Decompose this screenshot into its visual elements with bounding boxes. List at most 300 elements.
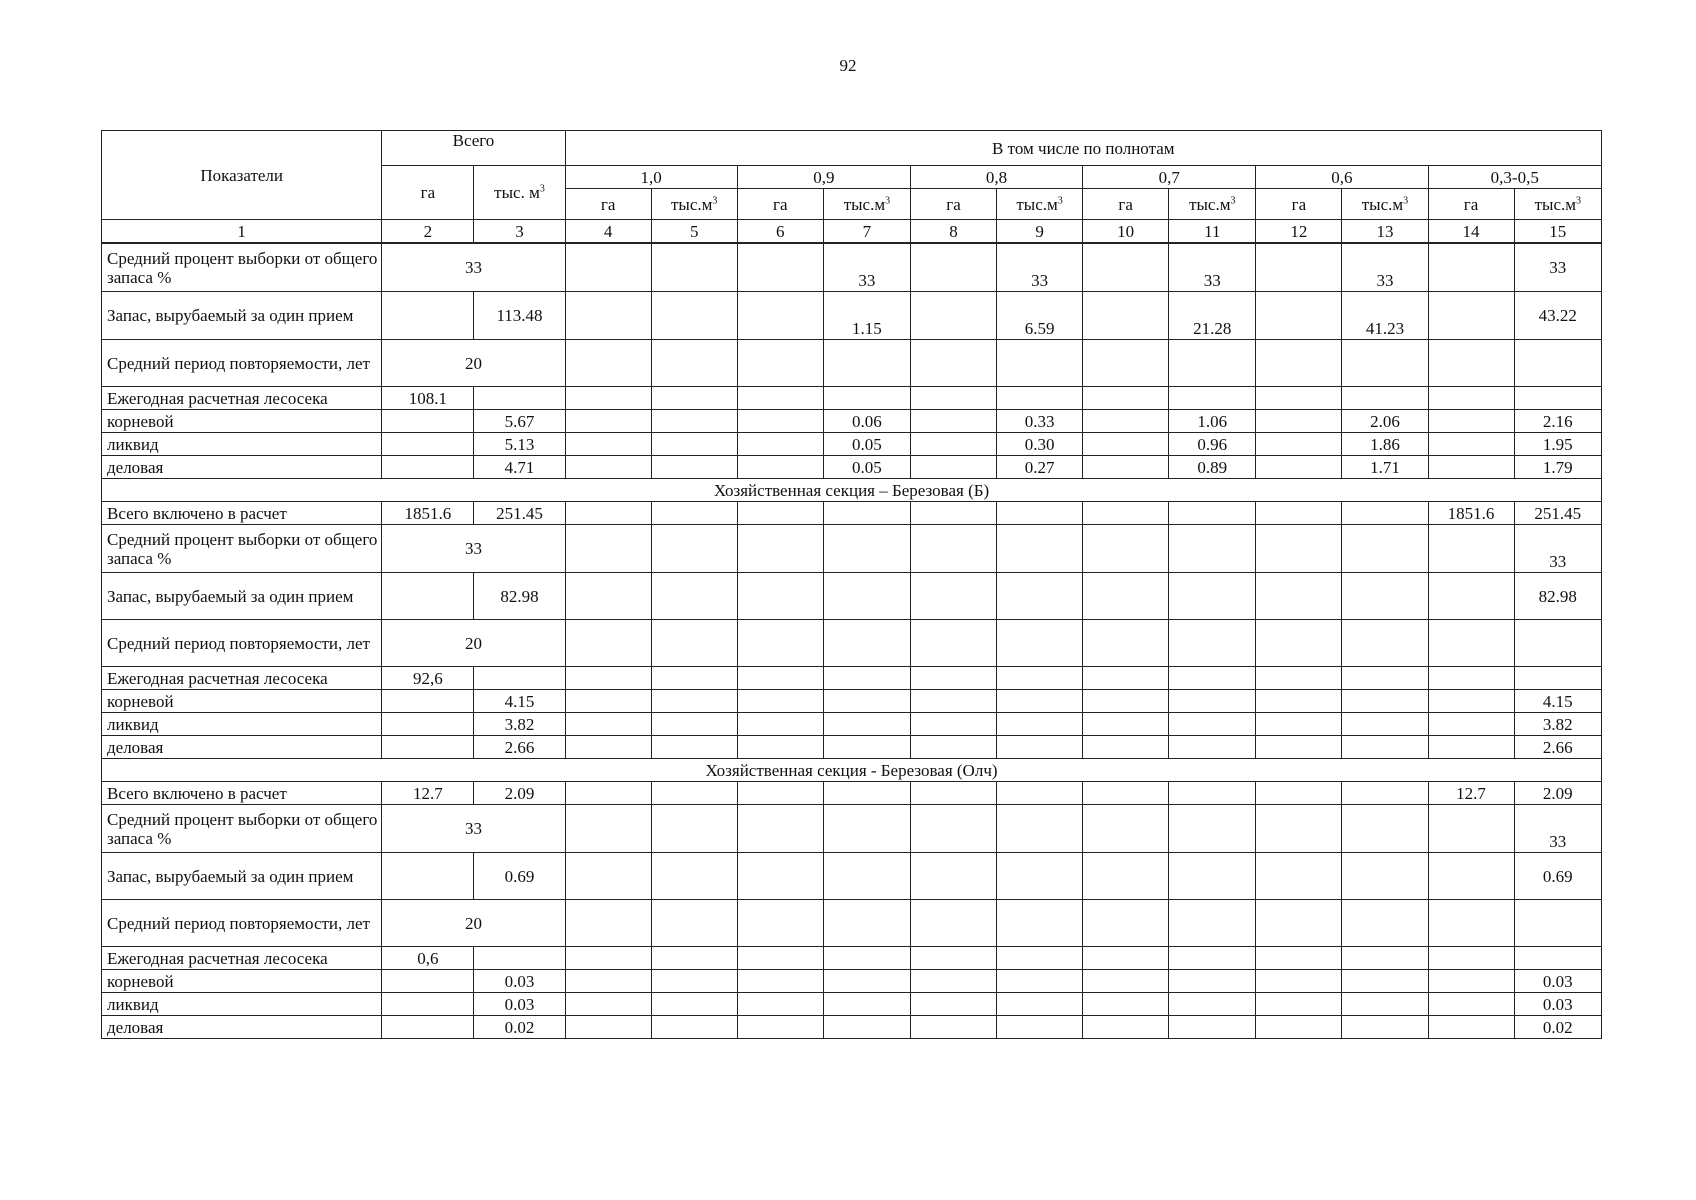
density-value-cell [910, 340, 996, 387]
row-label: Средний процент выборки от общего запаса % [102, 243, 382, 292]
row-label: корневой [102, 970, 382, 993]
density-value-cell [823, 947, 910, 970]
density-value-cell [823, 387, 910, 410]
density-value-cell [651, 736, 737, 759]
row-label: Запас, вырубаемый за один прием [102, 292, 382, 340]
density-value-cell [1256, 340, 1342, 387]
density-value-cell: 2.09 [1514, 782, 1601, 805]
density-value-cell [565, 456, 651, 479]
unit-m3-sup: 3 [712, 194, 718, 206]
total-m3-cell [474, 947, 565, 970]
density-value-cell [1256, 690, 1342, 713]
density-value-cell [910, 900, 996, 947]
density-value-cell: 82.98 [1514, 573, 1601, 620]
density-header: 1,0 [565, 166, 737, 189]
density-value-cell [1169, 805, 1256, 853]
total-m3-cell: 82.98 [474, 573, 565, 620]
density-value-cell [910, 1016, 996, 1039]
total-ha-cell: 12.7 [382, 782, 474, 805]
total-ha-cell [382, 456, 474, 479]
density-value-cell [823, 1016, 910, 1039]
density-value-cell [1342, 502, 1428, 525]
header-indicators: Показатели [102, 131, 382, 220]
total-merged-cell: 33 [382, 243, 565, 292]
density-value-cell [1169, 970, 1256, 993]
density-value-cell: 1.71 [1342, 456, 1428, 479]
density-value-cell: 0.02 [1514, 1016, 1601, 1039]
section-title: Хозяйственная секция - Березовая (Олч) [102, 759, 1602, 782]
density-value-cell [1256, 292, 1342, 340]
density-value-cell [1256, 993, 1342, 1016]
density-value-cell [565, 900, 651, 947]
unit-m3-header [997, 189, 1083, 220]
section-row [102, 479, 1602, 502]
density-value-cell [565, 525, 651, 573]
density-value-cell [1256, 573, 1342, 620]
total-m3-cell: 3.82 [474, 713, 565, 736]
density-value-cell [1342, 573, 1428, 620]
density-value-cell [1083, 782, 1169, 805]
density-value-cell: 21.28 [1169, 292, 1256, 340]
table-row [102, 805, 1602, 853]
density-value-cell [1428, 736, 1514, 759]
density-value-cell [1342, 713, 1428, 736]
row-label: Ежегодная расчетная лесосека [102, 947, 382, 970]
density-value-cell [1083, 1016, 1169, 1039]
total-m3-cell: 113.48 [474, 292, 565, 340]
density-value-cell [565, 502, 651, 525]
row-label: Средний период повторяемости, лет [102, 900, 382, 947]
density-value-cell [651, 993, 737, 1016]
density-value-cell: 0.27 [997, 456, 1083, 479]
density-value-cell [1514, 947, 1601, 970]
density-value-cell [1083, 713, 1169, 736]
density-value-cell: 1.86 [1342, 433, 1428, 456]
row-label: Средний процент выборки от общего запаса % [102, 525, 382, 573]
density-value-cell [823, 736, 910, 759]
density-value-cell [737, 433, 823, 456]
density-value-cell [565, 243, 651, 292]
section-title: Хозяйственная секция – Березовая (Б) [102, 479, 1602, 502]
density-value-cell: 1851.6 [1428, 502, 1514, 525]
density-value-cell [651, 456, 737, 479]
density-value-cell [1083, 736, 1169, 759]
density-value-cell: 0.30 [997, 433, 1083, 456]
table-row [102, 1016, 1602, 1039]
density-value-cell [910, 502, 996, 525]
column-number: 7 [823, 220, 910, 244]
density-value-cell [910, 243, 996, 292]
density-value-cell: 33 [997, 243, 1083, 292]
column-number: 10 [1083, 220, 1169, 244]
density-value-cell [997, 900, 1083, 947]
density-value-cell [1083, 243, 1169, 292]
density-value-cell [1256, 805, 1342, 853]
density-value-cell [565, 690, 651, 713]
density-value-cell [910, 713, 996, 736]
density-value-cell [997, 736, 1083, 759]
column-number: 11 [1169, 220, 1256, 244]
row-label: ликвид [102, 433, 382, 456]
density-value-cell [910, 620, 996, 667]
density-header: 0,3-0,5 [1428, 166, 1602, 189]
density-value-cell [1169, 947, 1256, 970]
density-value-cell [737, 667, 823, 690]
header-total-m3 [474, 166, 565, 220]
density-value-cell [1256, 525, 1342, 573]
density-value-cell: 1.79 [1514, 456, 1601, 479]
density-value-cell [1169, 387, 1256, 410]
unit-m3-sup: 3 [1576, 194, 1581, 206]
table-row [102, 970, 1602, 993]
total-m3-cell: 251.45 [474, 502, 565, 525]
density-value-cell [565, 433, 651, 456]
density-value-cell [737, 573, 823, 620]
row-label: Всего включено в расчет [102, 782, 382, 805]
page-number: 92 [839, 56, 857, 75]
header-total-ha: га [382, 166, 474, 220]
density-value-cell [997, 970, 1083, 993]
density-value-cell [1514, 900, 1601, 947]
density-value-cell [1428, 243, 1514, 292]
density-value-cell [823, 993, 910, 1016]
density-value-cell [1342, 947, 1428, 970]
density-value-cell [1169, 993, 1256, 1016]
density-value-cell [737, 690, 823, 713]
density-value-cell [1256, 900, 1342, 947]
row-label: Средний процент выборки от общего запаса % [102, 805, 382, 853]
density-value-cell [565, 573, 651, 620]
density-value-cell: 0.03 [1514, 993, 1601, 1016]
column-number: 5 [651, 220, 737, 244]
density-value-cell [910, 853, 996, 900]
density-value-cell [823, 667, 910, 690]
density-value-cell [565, 620, 651, 667]
total-ha-cell: 92,6 [382, 667, 474, 690]
column-number-row [102, 220, 1602, 244]
density-value-cell [1083, 410, 1169, 433]
density-header: 0,9 [737, 166, 910, 189]
row-label: ликвид [102, 713, 382, 736]
density-value-cell [1169, 736, 1256, 759]
density-value-cell: 33 [1514, 805, 1601, 853]
density-value-cell: 12.7 [1428, 782, 1514, 805]
density-value-cell [1083, 340, 1169, 387]
density-value-cell [1083, 456, 1169, 479]
table-row [102, 433, 1602, 456]
total-m3-cell: 5.67 [474, 410, 565, 433]
density-value-cell [737, 970, 823, 993]
density-value-cell [997, 713, 1083, 736]
density-value-cell [651, 782, 737, 805]
density-value-cell [1342, 970, 1428, 993]
density-value-cell [823, 690, 910, 713]
header-total-m3-sup: 3 [539, 182, 545, 194]
density-value-cell [565, 947, 651, 970]
density-value-cell: 6.59 [997, 292, 1083, 340]
unit-m3-sup: 3 [1403, 194, 1409, 206]
density-value-cell: 0.89 [1169, 456, 1256, 479]
density-value-cell [651, 620, 737, 667]
total-ha-cell [382, 970, 474, 993]
density-value-cell: 33 [823, 243, 910, 292]
density-value-cell [737, 243, 823, 292]
table-row [102, 736, 1602, 759]
section-row [102, 759, 1602, 782]
density-value-cell [1083, 970, 1169, 993]
density-value-cell [1169, 853, 1256, 900]
density-value-cell [737, 947, 823, 970]
density-value-cell [910, 667, 996, 690]
density-value-cell [565, 970, 651, 993]
density-value-cell [651, 433, 737, 456]
density-value-cell: 1.06 [1169, 410, 1256, 433]
density-value-cell [997, 947, 1083, 970]
density-value-cell [910, 970, 996, 993]
table-row [102, 410, 1602, 433]
column-number: 9 [997, 220, 1083, 244]
density-value-cell [1169, 525, 1256, 573]
density-value-cell [737, 805, 823, 853]
density-value-cell [737, 456, 823, 479]
unit-m3-header [651, 189, 737, 220]
total-merged-cell: 33 [382, 805, 565, 853]
density-value-cell [565, 805, 651, 853]
density-value-cell [823, 525, 910, 573]
density-value-cell: 2.66 [1514, 736, 1601, 759]
total-ha-cell [382, 292, 474, 340]
density-value-cell [565, 410, 651, 433]
density-value-cell [1256, 947, 1342, 970]
total-ha-cell [382, 573, 474, 620]
density-value-cell: 33 [1342, 243, 1428, 292]
density-value-cell [910, 805, 996, 853]
density-value-cell [1169, 667, 1256, 690]
total-m3-cell: 0.69 [474, 853, 565, 900]
table-row [102, 713, 1602, 736]
unit-m3-sup: 3 [1057, 194, 1063, 206]
density-value-cell [1428, 433, 1514, 456]
unit-m3-header [1169, 189, 1256, 220]
density-value-cell [997, 573, 1083, 620]
density-value-cell [651, 805, 737, 853]
density-value-cell [997, 1016, 1083, 1039]
density-value-cell [1428, 456, 1514, 479]
total-merged-cell: 20 [382, 900, 565, 947]
density-value-cell [565, 1016, 651, 1039]
unit-m3-text: тыс.м [1534, 194, 1576, 214]
density-value-cell [1342, 853, 1428, 900]
density-value-cell [1342, 805, 1428, 853]
row-label: Ежегодная расчетная лесосека [102, 387, 382, 410]
density-value-cell [1342, 690, 1428, 713]
column-number: 15 [1514, 220, 1601, 244]
density-value-cell [651, 947, 737, 970]
density-value-cell [1083, 292, 1169, 340]
density-value-cell [1083, 900, 1169, 947]
density-value-cell [651, 1016, 737, 1039]
density-value-cell [1428, 853, 1514, 900]
density-value-cell [997, 805, 1083, 853]
density-value-cell [823, 970, 910, 993]
density-value-cell [1514, 387, 1601, 410]
row-label: Средний период повторяемости, лет [102, 620, 382, 667]
density-value-cell [823, 620, 910, 667]
table-row [102, 573, 1602, 620]
density-value-cell [910, 782, 996, 805]
density-value-cell [565, 713, 651, 736]
density-value-cell: 33 [1514, 243, 1601, 292]
density-value-cell: 3.82 [1514, 713, 1601, 736]
density-value-cell [737, 525, 823, 573]
row-label: деловая [102, 736, 382, 759]
table-body [102, 243, 1602, 1039]
forest-cutting-table [101, 130, 1602, 1039]
density-value-cell [651, 713, 737, 736]
density-value-cell [1256, 853, 1342, 900]
total-m3-cell: 5.13 [474, 433, 565, 456]
unit-m3-header [1514, 189, 1601, 220]
density-value-cell [1428, 340, 1514, 387]
density-value-cell [737, 292, 823, 340]
density-value-cell [910, 573, 996, 620]
density-value-cell: 1.95 [1514, 433, 1601, 456]
column-number: 14 [1428, 220, 1514, 244]
density-value-cell [737, 340, 823, 387]
density-value-cell [997, 993, 1083, 1016]
total-m3-cell: 4.71 [474, 456, 565, 479]
density-value-cell [651, 292, 737, 340]
table-row [102, 292, 1602, 340]
density-value-cell [1428, 410, 1514, 433]
density-value-cell [1256, 387, 1342, 410]
density-value-cell [997, 525, 1083, 573]
total-ha-cell [382, 713, 474, 736]
density-value-cell [823, 573, 910, 620]
row-label: Запас, вырубаемый за один прием [102, 573, 382, 620]
density-value-cell [737, 713, 823, 736]
density-value-cell [651, 525, 737, 573]
density-value-cell [1428, 690, 1514, 713]
density-value-cell [1514, 620, 1601, 667]
density-value-cell [1169, 782, 1256, 805]
density-value-cell [1083, 805, 1169, 853]
density-value-cell [1428, 805, 1514, 853]
total-merged-cell: 20 [382, 620, 565, 667]
density-value-cell [1083, 525, 1169, 573]
density-value-cell [1428, 713, 1514, 736]
column-number: 13 [1342, 220, 1428, 244]
density-value-cell [823, 340, 910, 387]
density-value-cell [1256, 667, 1342, 690]
density-value-cell [823, 713, 910, 736]
density-value-cell [651, 900, 737, 947]
row-label: Запас, вырубаемый за один прием [102, 853, 382, 900]
total-ha-cell [382, 1016, 474, 1039]
density-value-cell [1083, 620, 1169, 667]
density-value-cell [1342, 736, 1428, 759]
density-header: 0,7 [1083, 166, 1256, 189]
unit-m3-sup: 3 [885, 194, 891, 206]
density-value-cell [997, 690, 1083, 713]
density-value-cell [651, 970, 737, 993]
density-value-cell [823, 805, 910, 853]
table-row [102, 947, 1602, 970]
density-value-cell [1342, 340, 1428, 387]
density-value-cell [1342, 993, 1428, 1016]
total-m3-cell: 0.02 [474, 1016, 565, 1039]
total-m3-cell: 2.66 [474, 736, 565, 759]
density-value-cell [1428, 525, 1514, 573]
total-ha-cell: 1851.6 [382, 502, 474, 525]
density-value-cell [1256, 736, 1342, 759]
density-value-cell: 1.15 [823, 292, 910, 340]
density-value-cell [910, 292, 996, 340]
density-value-cell [1342, 1016, 1428, 1039]
density-value-cell [1083, 993, 1169, 1016]
column-number: 8 [910, 220, 996, 244]
density-value-cell [1083, 573, 1169, 620]
density-value-cell [737, 387, 823, 410]
table-row [102, 853, 1602, 900]
density-value-cell [823, 900, 910, 947]
table-row [102, 690, 1602, 713]
column-number: 3 [474, 220, 565, 244]
density-value-cell [1083, 853, 1169, 900]
density-value-cell [997, 502, 1083, 525]
density-value-cell [910, 736, 996, 759]
total-m3-cell: 2.09 [474, 782, 565, 805]
density-value-cell [565, 340, 651, 387]
density-value-cell [565, 853, 651, 900]
density-value-cell [910, 433, 996, 456]
density-value-cell [1256, 970, 1342, 993]
unit-ha-header: га [1256, 189, 1342, 220]
density-value-cell [823, 502, 910, 525]
density-value-cell [823, 782, 910, 805]
density-value-cell [651, 410, 737, 433]
density-value-cell [1428, 573, 1514, 620]
density-value-cell [651, 243, 737, 292]
density-value-cell [1256, 243, 1342, 292]
density-value-cell [1342, 620, 1428, 667]
total-ha-cell: 0,6 [382, 947, 474, 970]
density-value-cell [1169, 573, 1256, 620]
total-merged-cell: 33 [382, 525, 565, 573]
density-value-cell: 2.06 [1342, 410, 1428, 433]
density-value-cell [651, 690, 737, 713]
density-value-cell [1256, 713, 1342, 736]
density-value-cell [737, 1016, 823, 1039]
density-value-cell [910, 947, 996, 970]
total-m3-cell [474, 667, 565, 690]
density-value-cell [1083, 502, 1169, 525]
total-ha-cell [382, 410, 474, 433]
row-label: деловая [102, 456, 382, 479]
column-number: 12 [1256, 220, 1342, 244]
table-row [102, 387, 1602, 410]
density-value-cell: 43.22 [1514, 292, 1601, 340]
density-value-cell [1342, 667, 1428, 690]
density-header: 0,8 [910, 166, 1082, 189]
density-value-cell [565, 387, 651, 410]
density-value-cell [910, 456, 996, 479]
density-value-cell [1256, 502, 1342, 525]
row-label: Ежегодная расчетная лесосека [102, 667, 382, 690]
density-value-cell [997, 340, 1083, 387]
density-value-cell [997, 782, 1083, 805]
row-label: корневой [102, 410, 382, 433]
